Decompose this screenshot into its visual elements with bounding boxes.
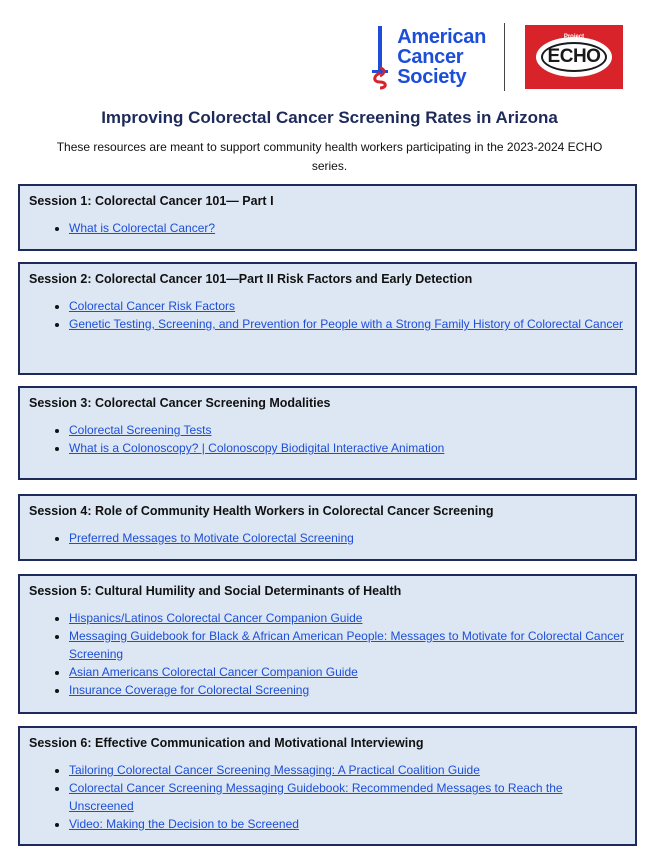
acs-line-3: Society <box>397 66 467 88</box>
acs-sword-icon <box>369 24 391 90</box>
list-item <box>69 609 625 627</box>
header-logos <box>369 22 623 92</box>
resource-link[interactable]: Tailoring Colorectal Cancer Screening Messaging: A Practical Coalition Guide <box>69 763 480 777</box>
session-6-title: Session 6: Effective Communication and Motivational Interviewing <box>29 736 424 750</box>
session-3-title: Session 3: Colorectal Cancer Screening Modalities <box>29 396 331 410</box>
session-3-links <box>29 421 625 457</box>
resource-link[interactable]: Colorectal Screening Tests <box>69 423 212 437</box>
acs-wordmark <box>397 27 486 87</box>
resource-link[interactable]: What is Colorectal Cancer? <box>69 221 216 235</box>
session-6-box <box>18 726 637 846</box>
list-item <box>69 779 625 815</box>
resource-link[interactable]: Insurance Coverage for Colorectal Screening <box>69 683 310 697</box>
resource-link[interactable]: Preferred Messages to Motivate Colorectal Screening <box>69 531 354 545</box>
list-item <box>69 439 625 457</box>
list-item <box>69 815 625 833</box>
list-item <box>69 627 625 663</box>
list-item <box>69 219 625 237</box>
echo-ellipse <box>536 37 612 77</box>
page-subtitle: These resources are meant to support community health workers participating in the 2023-2024 ECHO series. <box>56 140 603 173</box>
american-cancer-society-logo <box>369 24 486 90</box>
session-4-links <box>29 529 625 547</box>
resource-link[interactable]: Video: Making the Decision to be Screened <box>69 817 299 831</box>
session-2-links <box>29 297 625 333</box>
session-5-box <box>18 574 637 714</box>
page-title: Improving Colorectal Cancer Screening Rates in Arizona <box>101 108 558 127</box>
session-3-box <box>18 386 637 480</box>
list-item <box>69 421 625 439</box>
session-2-title: Session 2: Colorectal Cancer 101—Part II Risk Factors and Early Detection <box>29 272 473 286</box>
project-echo-logo <box>525 25 623 89</box>
resource-link[interactable]: Hispanics/Latinos Colorectal Cancer Companion Guide <box>69 611 363 625</box>
session-5-links <box>29 609 625 699</box>
list-item <box>69 761 625 779</box>
session-6-links <box>29 761 625 833</box>
resource-link[interactable]: Colorectal Cancer Screening Messaging Guidebook: Recommended Messages to Reach the Unscreened <box>69 781 563 813</box>
echo-project-label: Project <box>563 34 585 40</box>
resource-link[interactable]: Asian Americans Colorectal Cancer Companion Guide <box>69 665 358 679</box>
session-4-title: Session 4: Role of Community Health Workers in Colorectal Cancer Screening <box>29 504 494 518</box>
list-item <box>69 681 625 699</box>
session-1-title: Session 1: Colorectal Cancer 101— Part I <box>29 194 274 208</box>
resource-link[interactable]: Genetic Testing, Screening, and Prevention for People with a Strong Family History of Colorectal Cancer <box>69 317 624 331</box>
resource-link[interactable]: Colorectal Cancer Risk Factors <box>69 299 236 313</box>
session-5-title: Session 5: Cultural Humility and Social Determinants of Health <box>29 584 402 598</box>
resource-link[interactable]: What is a Colonoscopy? | Colonoscopy Biodigital Interactive Animation <box>69 441 445 455</box>
session-1-box <box>18 184 637 251</box>
acs-line-2: Cancer <box>397 46 464 68</box>
list-item <box>69 297 625 315</box>
list-item <box>69 315 625 333</box>
session-2-box <box>18 262 637 375</box>
list-item <box>69 529 625 547</box>
session-1-links <box>29 219 625 237</box>
session-4-box <box>18 494 637 561</box>
logo-divider <box>504 23 505 91</box>
list-item <box>69 663 625 681</box>
echo-wordmark: ECHO <box>541 42 607 72</box>
acs-line-1: American <box>397 26 486 48</box>
resource-link[interactable]: Messaging Guidebook for Black & African American People: Messages to Motivate for Colorectal Cancer Screening <box>69 629 624 661</box>
